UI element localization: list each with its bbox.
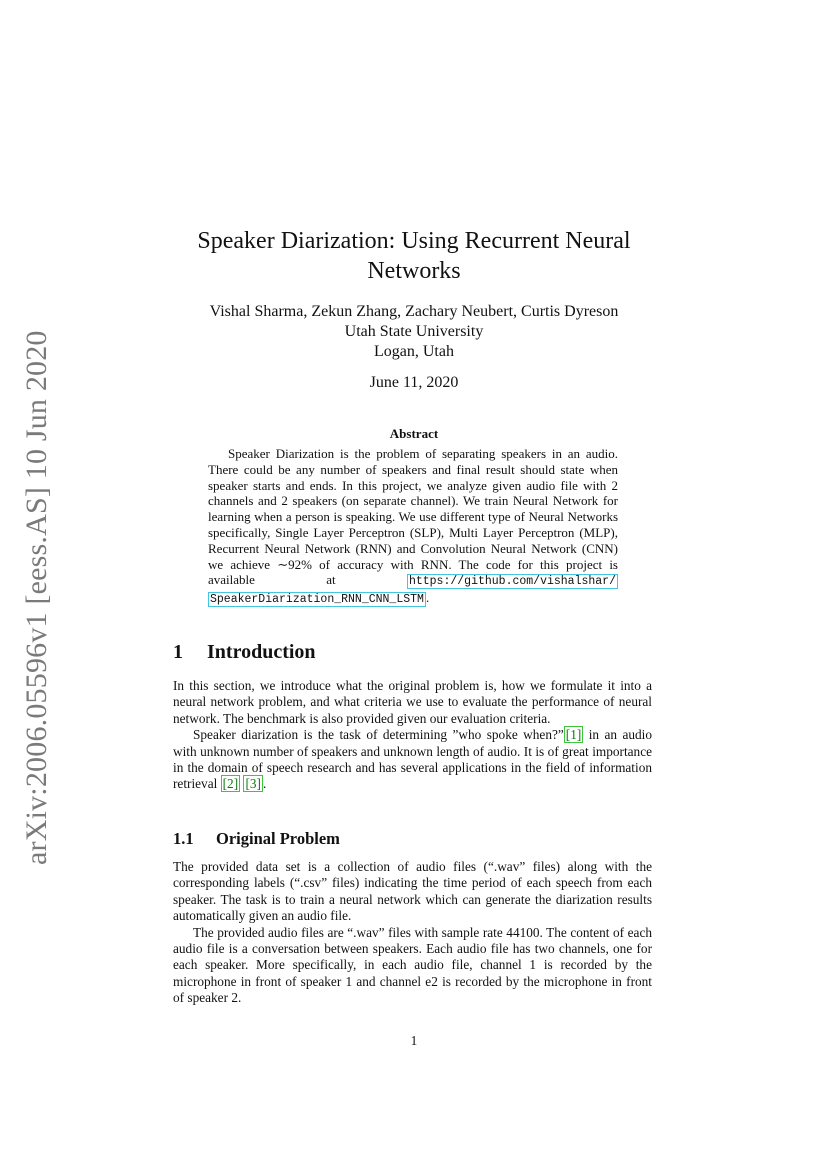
subsection-title: Original Problem — [216, 829, 340, 848]
author-block — [0, 302, 828, 362]
original-problem-body — [173, 859, 652, 1007]
abstract-text: Speaker Diarization is the problem of separating speakers in an audio. There could be any number of speakers and final result should state when speaker starts and ends. In this project, we analyze given audio file with 2 channels and 2 speakers (on separate channel). We train Neural Network for learning when a person is speaking. We use different type of Neural Networks specifically, Single Layer Perceptron (SLP), Multi Layer Perceptron (MLP), Recurrent Neural Network (RNN) and Convolution Neural Network (CNN) we achieve ∼92% of accuracy with RNN. The code for this project is available at — [208, 446, 618, 588]
abstract-end-punct: . — [425, 590, 430, 606]
code-link-part-2[interactable]: SpeakerDiarization_RNN_CNN_LSTM — [210, 593, 424, 607]
introduction-body — [173, 678, 652, 793]
author-names: Vishal Sharma, Zekun Zhang, Zachary Neubert, Curtis Dyreson — [209, 303, 619, 320]
intro-paragraph-2 — [173, 727, 652, 793]
paper-title — [0, 226, 828, 286]
arxiv-identifier-stamp: arXiv:2006.05596v1 [eess.AS] 10 Jun 2020 — [20, 330, 53, 865]
citation-2-link[interactable]: [2] — [222, 776, 239, 792]
intro-paragraph-1: In this section, we introduce what the original problem is, how we formulate it into a neural network problem, and what criteria we use to evaluate the performance of neural network. The benchmark is also provided given our evaluation criteria. — [173, 678, 652, 726]
original-problem-paragraph-2: The provided audio files are “.wav” files with sample rate 44100. The content of each audio file is a conversation between speakers. Each audio file has two channels, one for each speaker. More specifically, in each audio file, channel 1 is recorded by the microphone in front of speaker 1 and channel e2 is recorded by the microphone in front of speaker 2. — [173, 924, 652, 1006]
intro-p2-text-c: . — [262, 776, 267, 792]
paper-date: June 11, 2020 — [369, 374, 459, 391]
section-heading-introduction — [173, 641, 316, 664]
citation-3-link[interactable]: [3] — [245, 776, 261, 792]
page-number: 1 — [410, 1033, 418, 1048]
author-location: Logan, Utah — [374, 343, 454, 360]
section-title: Introduction — [207, 641, 316, 663]
intro-p2-text-a: Speaker diarization is the task of determining ”who spoke when?” — [193, 727, 564, 743]
abstract-paragraph — [208, 446, 618, 608]
subsection-heading-original-problem — [173, 829, 340, 849]
original-problem-paragraph-1: The provided data set is a collection of audio files (“.wav” files) along with the corresponding labels (“.csv” files) indicating the time period of each speech from each speaker. The task is to train a neural network which can generate the diarization results automatically given an audio file. — [173, 859, 652, 924]
abstract-heading: Abstract — [389, 426, 439, 441]
title-line-1: Speaker Diarization: Using Recurrent Neural — [197, 228, 631, 254]
abstract-body — [208, 446, 618, 608]
section-number: 1 — [173, 641, 183, 663]
author-affiliation: Utah State University — [344, 323, 484, 340]
citation-1-link[interactable]: [1] — [565, 727, 582, 743]
code-link-part-1[interactable]: https://github.com/vishalshar/ — [408, 575, 616, 589]
subsection-number: 1.1 — [173, 829, 194, 848]
intro-p2-text-b: in an audio with unknown number of speakers and unknown length of audio. It is of great importance in the domain of speech research and has several applications in the field of information retrieval — [173, 727, 652, 792]
title-line-2: Networks — [367, 258, 461, 284]
